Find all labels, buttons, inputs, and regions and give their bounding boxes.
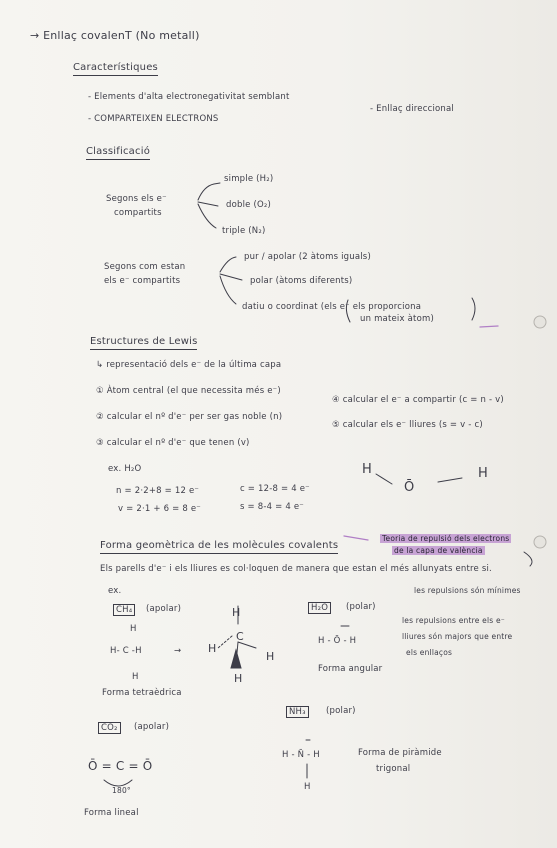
h2o-note-1: les repulsions entre els e⁻ [402,616,505,625]
nh3-label: NH₃ [286,706,309,718]
lewis-h2o-oxygen: Ō [404,480,415,495]
h2o-note-3: els enllaços [406,648,453,657]
ch4-label: CH₄ [113,604,135,616]
lewis-heading: Estructures de Lewis [90,336,197,350]
lewis-step-5: ⑤ calcular els e⁻ lliures (s = v - c) [332,420,483,430]
h2o-label: H₂O [308,602,331,614]
bracket-triple [198,204,216,228]
classificacio-group1-label-1: Segons els e⁻ [106,194,167,204]
ch4-arrow: → [174,646,182,656]
h2o-bond-right [438,478,462,482]
lewis-h2o-hydrogen-left: H [362,462,372,477]
lewis-eq-s: s = 8-4 = 4 e⁻ [240,502,304,512]
nh3-forma-2: trigonal [376,764,411,774]
ch4-bottom-h: H [132,672,139,682]
classificacio-group1-label-2: compartits [114,208,162,218]
forma-ex: ex. [108,586,122,596]
ch4-3d-carbon: C [236,630,244,643]
lewis-step-3: ③ calcular el nº d'e⁻ que tenen (v) [96,438,250,448]
bracket-simple [198,183,220,200]
caracteristiques-item-1: - Elements d'alta electronegativitat semblant [88,92,290,102]
classificacio-pur: pur / apolar (2 àtoms iguals) [244,252,371,262]
ch4-3d-top-h: H [232,606,241,619]
h2o-structure: H - Ō - H [318,636,357,646]
classificacio-polar: polar (àtoms diferents) [250,276,353,286]
page-title: → Enllaç covalenT (No metall) [30,29,200,42]
lewis-step-4: ④ calcular el e⁻ a compartir (c = n - v) [332,395,504,405]
bracket-polar [220,274,242,280]
caracteristiques-item-3: - Enllaç direccional [370,104,454,114]
co2-forma: Forma lineal [84,808,139,818]
nh3-type: (polar) [326,706,356,716]
co2-label: CO₂ [98,722,121,734]
nh3-bottom-h: H [304,782,311,792]
bracket-datiu [220,276,236,304]
punch-hole-upper [534,316,546,328]
lewis-example: ex. H₂O [108,464,142,474]
h2o-forma: Forma angular [318,664,383,674]
ch4-type: (apolar) [146,604,182,614]
classificacio-datiu-1: datiu o coordinat (els e⁻ els proporciona [242,302,422,312]
lewis-step-1: ① Àtom central (el que necessita més e⁻) [96,386,281,396]
ch4-3d-bottom-h: H [234,672,243,685]
punch-hole-lower [534,536,546,548]
ch4-structure: H- C -H [110,646,142,656]
co2-type: (apolar) [134,722,170,732]
classificacio-group2-label-1: Segons com estan [104,262,186,272]
h2o-bond-left [376,474,392,484]
forma-theory-line-2: de la capa de valència [394,546,483,555]
lewis-step-2: ② calcular el nº d'e⁻ per ser gas noble (n) [96,412,283,422]
classificacio-group2-label-2: els e⁻ compartits [104,276,181,286]
forma-text-note: les repulsions són mínimes [414,586,521,595]
forma-theory-line-1: Teoria de repulsió dels electrons [382,534,510,543]
nh3-forma-1: Forma de piràmide [358,748,442,758]
ch4-top-h: H [130,624,137,634]
h2o-type: (polar) [346,602,376,612]
classificacio-simple: simple (H₂) [224,174,274,184]
classificacio-triple: triple (N₂) [222,226,266,236]
ch4-forma: Forma tetraèdrica [102,688,182,698]
lewis-h2o-hydrogen-right: H [478,466,488,481]
co2-angle: 180° [112,786,131,795]
bracket-doble [198,202,218,206]
h2o-note-2: lliures són majors que entre [402,632,513,641]
lewis-eq-c: c = 12-8 = 4 e⁻ [240,484,310,494]
nh3-structure: H - N̄ - H [282,750,320,760]
forma-heading: Forma geomètrica de les molècules covalents [100,540,338,554]
lewis-eq-n: n = 2·2+8 = 12 e⁻ [116,486,200,496]
classificacio-heading: Classificació [86,146,150,160]
lewis-intro: ↳ representació dels e⁻ de la última capa [96,360,282,370]
forma-text: Els parells d'e⁻ i els lliures es col·loquen de manera que estan el més allunyats entre si. [100,564,492,574]
ch4-3d-left-h: H [208,642,217,655]
ch4-3d-right-h: H [266,650,275,663]
bracket-pur [220,257,236,272]
co2-structure: Ō = C = Ō [88,759,153,773]
caracteristiques-item-2: - COMPARTEIXEN ELECTRONS [88,114,219,124]
caracteristiques-heading: Característiques [73,62,158,76]
lewis-eq-v: v = 2·1 + 6 = 8 e⁻ [118,504,201,514]
classificacio-doble: doble (O₂) [226,200,272,210]
classificacio-datiu-2: un mateix àtom) [360,314,434,324]
